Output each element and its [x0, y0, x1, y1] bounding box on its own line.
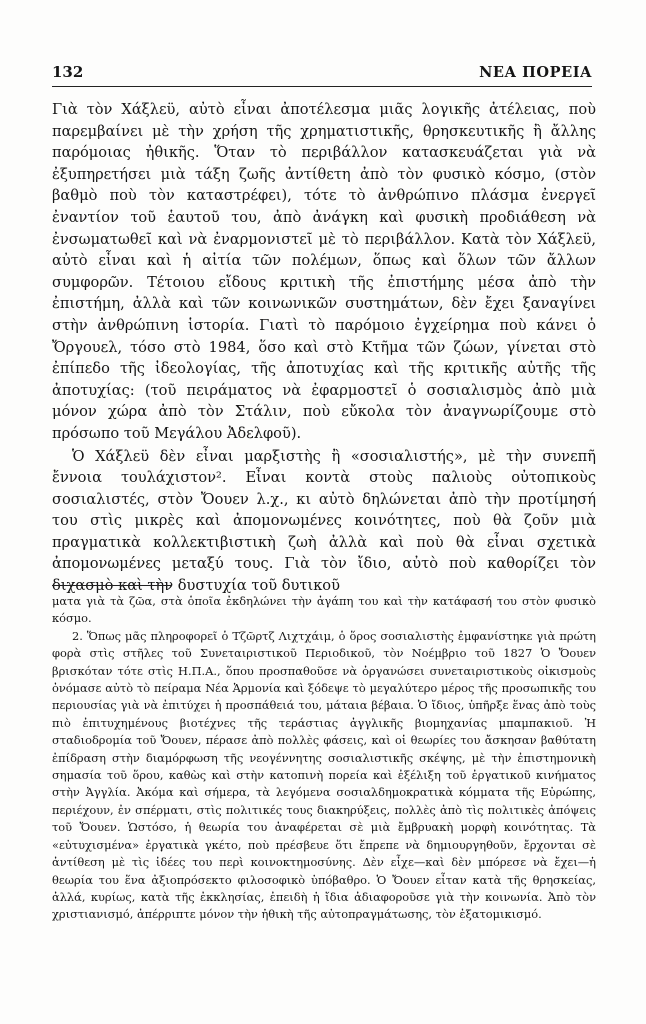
footnote-continuation: ματα γιὰ τὰ ζῶα, στὰ ὁποῖα ἐκδηλώνει τὴν ἀγάπη του καὶ τὴν κατάφασή του στὸν φυσικὸ κόσμο.	[52, 594, 596, 626]
footnote-divider	[52, 585, 172, 586]
footnotes	[52, 593, 596, 924]
page-header	[52, 60, 592, 87]
paragraph: Γιὰ τὸν Χάξλεϋ, αὐτὸ εἶναι ἀποτέλεσμα μιᾶς λογικῆς ἀτέλειας, ποὺ παρεμβαίνει μὲ τὴν χρήση τῆς χρηματιστικῆς, θρησκευτικῆς ἢ ἄλλης παρόμοιας ἠθικῆς. Ὅταν τὸ περιβάλλον κατασκευάζεται γιὰ νὰ ἐξυπηρετήσει μιὰ τάξη ζωῆς ἀντίθετη ἀπὸ τὸν φυσικὸ κόσμο, (στὸν βαθμὸ ποὺ τὸν καταστρέφει), τότε τὸ ἀνθρώπινο πλάσμα ἐνεργεῖ ἐναντίον τοῦ ἑαυτοῦ του, ἀπὸ ἀνάγκη καὶ φυσικὴ προδιάθεση νὰ ἐνσωματωθεῖ καὶ νὰ ἐναρμονιστεῖ μὲ τὸ περιβάλλον. Κατὰ τὸν Χάξλεϋ, αὐτὸ εἶναι καὶ ἡ αἰτία τῶν πολέμων, ὅπως καὶ ὅλων τῶν ἄλλων συμφορῶν. Τέτοιου εἴδους κριτικὴ τῆς ἐπιστήμης μέσα ἀπὸ τὴν ἐπιστήμη, ἀλλὰ καὶ τῶν κοινωνικῶν συστημάτων, δὲν ἔχει ξαναγίνει στὴν ἀνθρώπινη ἱστορία. Γιατὶ τὸ παρόμοιο ἐγχείρημα ποὺ κάνει ὁ Ὄργουελ, τόσο στὸ 1984, ὅσο καὶ στὸ Κτῆμα τῶν ζώων, γίνεται στὸ ἐπίπεδο τῆς ἰδεολογίας, τῆς ἀποτυχίας καὶ τῆς κριτικῆς αὐτῆς τῆς ἀποτυχίας: (τοῦ πειράματος νὰ ἐφαρμοστεῖ ὁ σοσιαλισμὸς ἀπὸ μιὰ μόνον χώρα ἀπὸ τὸν Στάλιν, ποὺ εὔκολα τὸν ἀναγνωρίζουμε στὸ πρόσωπο τοῦ Μεγάλου Ἀδελφοῦ).	[52, 101, 596, 442]
main-text	[52, 99, 596, 598]
footnote: 2. Ὅπως μᾶς πληροφορεῖ ὁ Τζῶρτζ Λιχτχάιμ, ὁ ὅρος σοσιαλιστὴς ἐμφανίστηκε γιὰ πρώτη φορὰ στὶς στῆλες τοῦ Συνεταιριστικοῦ Περιοδικοῦ, τὸν Νοέμβριο τοῦ 1827 Ὁ Ὄουεν βρισκόταν τότε στὶς Η.Π.Α., ὅπου προσπαθοῦσε νὰ ὀργανώσει συνεταιριστικοὺς οἰκισμοὺς ὀνόμασε αὐτὸ τὸ πείραμα Νέα Ἁρμονία καὶ ξόδεψε τὸ μεγαλύτερο μέρος τῆς προσωπικῆς του περιουσίας γιὰ νὰ ἐπιτύχει ἡ προσπάθειά του, μάταια βέβαια. Ὁ ἴδιος, ὑπῆρξε ἕνας ἀπὸ τοὺς πιὸ ἐπιτυχημένους βιοτέχνες τῆς τεράστιας ἀγγλικῆς βιομηχανίας μπαμπακιοῦ. Ἡ σταδιοδρομία τοῦ Ὄουεν, πέρασε ἀπὸ πολλὲς φάσεις, καὶ οἱ θεωρίες του ἄσκησαν βαθύτατη ἐπίδραση στὴν διαμόρφωση τῆς νεογέννητης σοσιαλιστικῆς σκέψης, μὲ τὴν ἐπιστημονικὴ σημασία τοῦ ὅρου, καθὼς καὶ στὴν κατοπινὴ πορεία καὶ ἐξέλιξη τοῦ ἐργατικοῦ κινήματος στὴν Ἀγγλία. Ἀκόμα καὶ σήμερα, τὰ λεγόμενα σοσιαλδημοκρατικὰ κόμματα τῆς Εὐρώπης, περιέχουν, ἐν σπέρματι, στὶς πολιτικές τους διακηρύξεις, πολλὲς ἀπὸ τὶς πολιτικὲς ἀπόψεις τοῦ Ὄουεν. Ὡστόσο, ἡ θεωρία του ἀναφέρεται σὲ μιὰ ἔμβρυακὴ μορφὴ κοινότητας. Τὰ «εὐτυχισμένα» ἐργατικὰ γκέτο, ποὺ πρέσβευε ὅτι ἔπρεπε νὰ δημιουργηθοῦν, ἔρχονται σὲ ἀντίθεση μὲ τὶς ἰδέες του περὶ κοινοκτημοσύνης. Δὲν εἶχε—καὶ δὲν μπόρεσε νὰ ἔχει—ἡ θεωρία του ἕνα ἀξιοπρόσεκτο φιλοσοφικὸ ὑπόβαθρο. Ὁ Ὄουεν εἶταν κατὰ τῆς θρησκείας, ἀλλά, κυρίως, κατὰ τῆς ἐκκλησίας, ἐπειδὴ ἡ ἴδια ἀδιαφοροῦσε γιὰ τὴν κοινωνία. Ἀπὸ τὸν χριστιανισμό, ἀπέρριπτε μόνον τὴν ἠθικὴ τῆς αὐτοπραγμάτωσης, τὸν ἐξατομικισμό.	[52, 628, 596, 922]
paragraph: Ὁ Χάξλεϋ δὲν εἶναι μαρξιστὴς ἢ «σοσιαλιστής», μὲ τὴν συνεπῆ ἔννοια τουλάχιστον². Εἶναι κοντὰ στοὺς παλιοὺς οὐτοπικοὺς σοσιαλιστές, στὸν Ὄουεν λ.χ., κι αὐτὸ δηλώνεται ἀπὸ τὴν προτίμησή του στὶς μικρὲς καὶ ἀπομονωμένες κοινότητες, ποὺ θὰ ζοῦν μιὰ πραγματικὰ κολλεκτιβιστικὴ ζωὴ ἀλλὰ καὶ ποὺ θὰ εἶναι σχετικὰ ἀπομονωμένες μεταξύ τους. Γιὰ τὸν ἴδιο, αὐτὸ ποὺ καθορίζει τὸν διχασμὸ καὶ τὴν δυστυχία τοῦ δυτικοῦ	[52, 447, 596, 595]
page-number: 132	[52, 63, 84, 81]
running-head: ΝΕΑ ΠΟΡΕΙΑ	[479, 64, 592, 81]
